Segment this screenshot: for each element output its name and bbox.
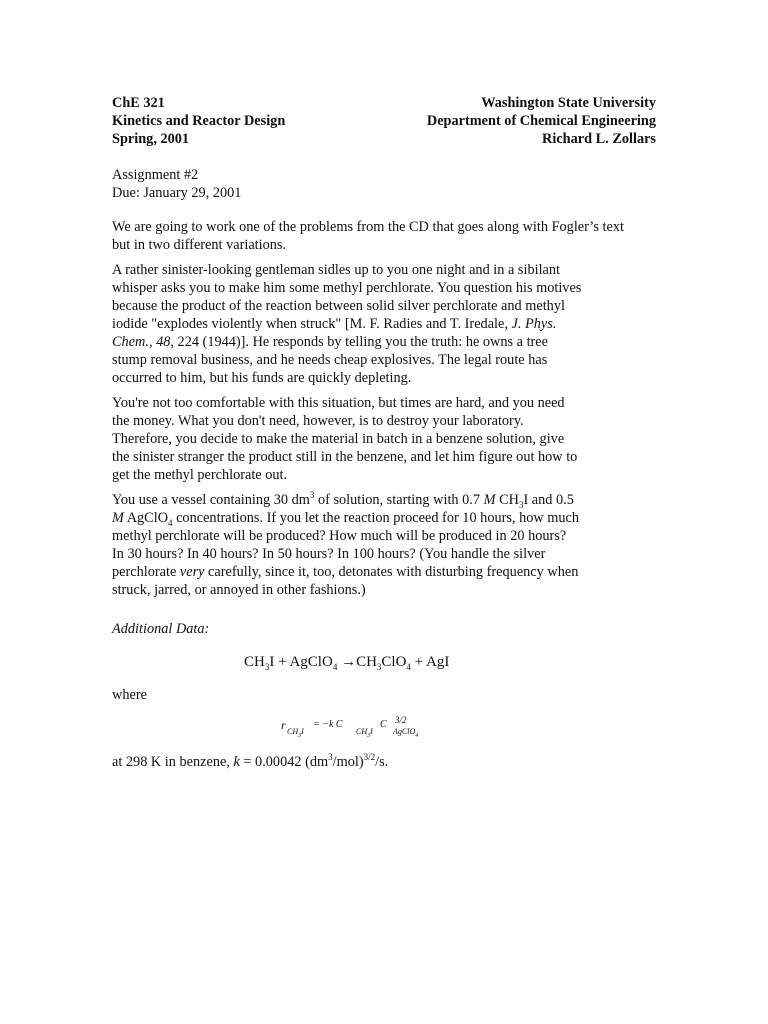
text-run: + AgI <box>410 654 450 670</box>
course-title: Kinetics and Reactor Design <box>112 113 286 129</box>
university-name: Washington State University <box>481 95 656 111</box>
term: Spring, 2001 <box>112 131 190 147</box>
text-run: , 224 (1944)]. He responds by telling you the truth: he owns a tree <box>170 334 548 350</box>
subscript: I <box>370 727 373 736</box>
department-name: Department of Chemical Engineering <box>426 113 656 129</box>
text-run: concentrations. If you let the reaction proceed for 10 hours, how much <box>172 510 580 526</box>
subscript: CH <box>287 727 299 736</box>
text-line: In 30 hours? In 40 hours? In 50 hours? In 100 hours? (You handle the silver <box>112 546 546 562</box>
text-run: I + AgClO <box>269 654 333 670</box>
text-run: I and 0.5 <box>523 492 574 508</box>
additional-data-heading: Additional Data: <box>112 621 210 637</box>
emphasis: very <box>179 564 205 580</box>
intro-paragraph <box>112 218 672 254</box>
subscript: 4 <box>406 662 411 672</box>
due-date: Due: January 29, 2001 <box>112 185 242 201</box>
text-run: at 298 K in benzene, <box>112 754 234 770</box>
superscript: 3 <box>309 490 315 501</box>
rate-subscript <box>287 727 304 739</box>
subscript: 3 <box>376 662 382 672</box>
superscript: 3 <box>328 752 333 763</box>
subscript: 3 <box>367 733 371 739</box>
assignment-block <box>112 166 241 202</box>
rate-constant-line <box>112 753 388 771</box>
subscript: 4 <box>168 517 173 528</box>
subscript: 3 <box>298 733 302 739</box>
subscript: I <box>301 727 304 736</box>
text-line: We are going to work one of the problems from the CD that goes along with Fogler’s text <box>112 219 624 235</box>
text-line <box>112 333 672 351</box>
text-run: CH <box>495 492 519 508</box>
text-run: carefully, since it, too, detonates with disturbing frequency when <box>204 564 579 580</box>
text-line: methyl perchlorate will be produced? How much will be produced in 20 hours? <box>112 528 567 544</box>
document-header <box>112 94 656 148</box>
subscript: CH <box>356 727 368 736</box>
text-run: AgClO <box>123 510 169 526</box>
journal-name: J. Phys. <box>511 316 557 332</box>
text-run: /s. <box>375 754 389 770</box>
text-line: whisper asks you to make him some methyl perchlorate. You question his motives <box>112 280 582 296</box>
course-code: ChE 321 <box>112 95 165 111</box>
volume-number: 48 <box>156 334 171 350</box>
text-run: /mol) <box>332 754 364 770</box>
text-line: the money. What you don't need, however, is to destroy your laboratory. <box>112 413 524 429</box>
text-line: the sinister stranger the product still in the benzene, and let him figure out how to <box>112 449 578 465</box>
rate-law-equation <box>280 714 450 742</box>
text-line: but in two different variations. <box>112 237 287 253</box>
text-line: You're not too comfortable with this situation, but times are hard, and you need <box>112 395 565 411</box>
text-run: , <box>148 334 157 350</box>
text-line: stump removal business, and he needs cheap explosives. The legal route has <box>112 352 548 368</box>
text-run: iodide "explodes violently when struck" [M. F. Radies and T. Iredale, <box>112 316 512 332</box>
assignment-number: Assignment #2 <box>112 167 199 183</box>
text-line: get the methyl perchlorate out. <box>112 467 288 483</box>
where-label: where <box>112 687 147 703</box>
concentration-subscript <box>356 727 373 739</box>
reaction-equation <box>244 653 449 671</box>
problem-body <box>112 218 672 606</box>
instructor-name: Richard L. Zollars <box>542 131 656 147</box>
text-run: = 0.00042 (dm <box>239 754 329 770</box>
molarity-unit: M <box>112 510 124 526</box>
text-line: Therefore, you decide to make the material in batch in a benzene solution, give <box>112 431 565 447</box>
text-line: occurred to him, but his funds are quickly depleting. <box>112 370 412 386</box>
text-run: perchlorate <box>112 564 180 580</box>
story-paragraph <box>112 261 672 387</box>
text-run: CH <box>356 654 377 670</box>
problem-paragraph <box>112 491 672 599</box>
subscript: 3 <box>264 662 270 672</box>
molarity-unit: M <box>483 492 496 508</box>
text-line: because the product of the reaction between solid silver perchlorate and methyl <box>112 298 565 314</box>
concentration-subscript <box>392 727 418 739</box>
text-run: of solution, starting with 0.7 <box>314 492 484 508</box>
journal-name-cont: Chem. <box>112 334 149 350</box>
k-symbol: k <box>233 754 240 770</box>
arrow-icon: → <box>341 654 357 670</box>
superscript: 3/2 <box>363 752 376 763</box>
text-run: CH <box>244 654 265 670</box>
text-line: struck, jarred, or annoyed in other fashions.) <box>112 582 366 598</box>
text-line <box>112 315 672 333</box>
text-line <box>112 491 672 509</box>
subscript: AgClO <box>393 727 416 736</box>
text-line <box>112 563 672 581</box>
subscript: 4 <box>332 662 338 672</box>
text-line <box>112 509 672 527</box>
situation-paragraph <box>112 394 672 484</box>
subscript: 3 <box>518 499 524 510</box>
concentration-symbol: C <box>380 719 387 730</box>
text-run: ClO <box>381 654 407 670</box>
subscript: 4 <box>415 733 419 739</box>
text-run: You use a vessel containing 30 dm <box>112 492 310 508</box>
text-line: A rather sinister-looking gentleman sidles up to you one night and in a sibilant <box>112 262 561 278</box>
exponent: 3/2 <box>395 715 407 725</box>
rate-symbol: r <box>281 718 286 732</box>
rate-constant-term: = −k C <box>313 719 343 730</box>
